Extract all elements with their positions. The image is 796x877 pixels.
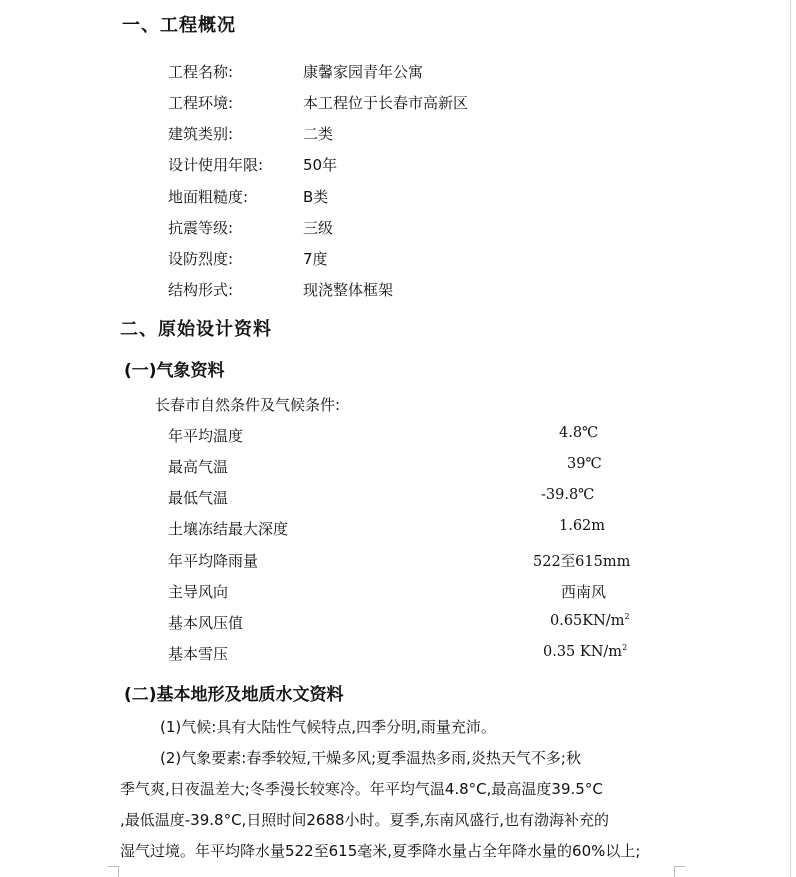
climate-label: 最高气温 — [168, 458, 229, 476]
section-2-heading: 二、原始设计资料 — [120, 319, 272, 340]
paragraph-line: 季气爽,日夜温差大;冬季漫长较寒冷。年平均气温4.8°C,最高温度39.5°C — [120, 780, 603, 798]
climate-label: 土壤冻结最大深度 — [168, 520, 289, 538]
info-value: 现浇整体框架 — [303, 281, 394, 299]
climate-value — [550, 612, 630, 629]
info-value: 50年 — [303, 156, 338, 174]
paragraph-line: (2)气象要素:春季较短,干燥多风;夏季温热多雨,炎热天气不多;秋 — [160, 749, 581, 767]
info-value: 康馨家园青年公寓 — [303, 63, 424, 81]
info-value: 7度 — [303, 250, 328, 268]
climate-value: -39.8℃ — [541, 487, 595, 503]
climate-value-text: 0.65KN/m — [550, 613, 625, 629]
climate-value: 39℃ — [567, 456, 602, 472]
info-label: 抗震等级: — [168, 219, 234, 237]
subsection-1-heading: (一)气象资料 — [124, 361, 225, 381]
crop-mark — [674, 866, 685, 877]
info-value: 二类 — [303, 125, 334, 143]
info-label: 结构形式: — [168, 281, 234, 299]
subsection-2-heading: (二)基本地形及地质水文资料 — [124, 685, 344, 705]
climate-label: 主导风向 — [168, 583, 229, 601]
paragraph-climate: (1)气候:具有大陆性气候特点,四季分明,雨量充沛。 — [160, 718, 496, 736]
paragraph-line: ,最低温度-39.8°C,日照时间2688小时。夏季,东南风盛行,也有渤海补充的 — [120, 811, 610, 829]
section-1-heading: 一、工程概况 — [122, 15, 236, 36]
info-label: 工程名称: — [168, 63, 234, 81]
climate-value: 1.62m — [559, 518, 606, 534]
info-label: 地面粗糙度: — [168, 188, 249, 206]
climate-value: 522至615mm — [533, 554, 631, 570]
climate-label: 年平均降雨量 — [168, 552, 259, 570]
info-value: 三级 — [303, 219, 334, 237]
climate-label: 最低气温 — [168, 489, 229, 507]
climate-value-text: 0.35 KN/m — [543, 644, 623, 660]
superscript: 2 — [622, 643, 628, 652]
superscript: 2 — [624, 612, 630, 621]
climate-label: 基本风压值 — [168, 614, 244, 632]
climate-intro: 长春市自然条件及气候条件: — [155, 396, 341, 414]
page-edge-divider — [790, 0, 791, 877]
info-label: 设计使用年限: — [168, 156, 264, 174]
info-value: 本工程位于长春市高新区 — [303, 94, 469, 112]
paragraph-line: 湿气过境。年平均降水量522至615毫米,夏季降水量占全年降水量的60%以上; — [120, 842, 641, 860]
climate-value: 西南风 — [561, 583, 607, 601]
crop-mark — [108, 866, 119, 877]
climate-value: 4.8℃ — [559, 425, 599, 441]
climate-label: 年平均温度 — [168, 427, 244, 445]
climate-value — [543, 643, 627, 660]
info-label: 建筑类别: — [168, 125, 234, 143]
info-value: B类 — [303, 188, 329, 206]
climate-label: 基本雪压 — [168, 645, 229, 663]
info-label: 设防烈度: — [168, 250, 234, 268]
info-label: 工程环境: — [168, 94, 234, 112]
